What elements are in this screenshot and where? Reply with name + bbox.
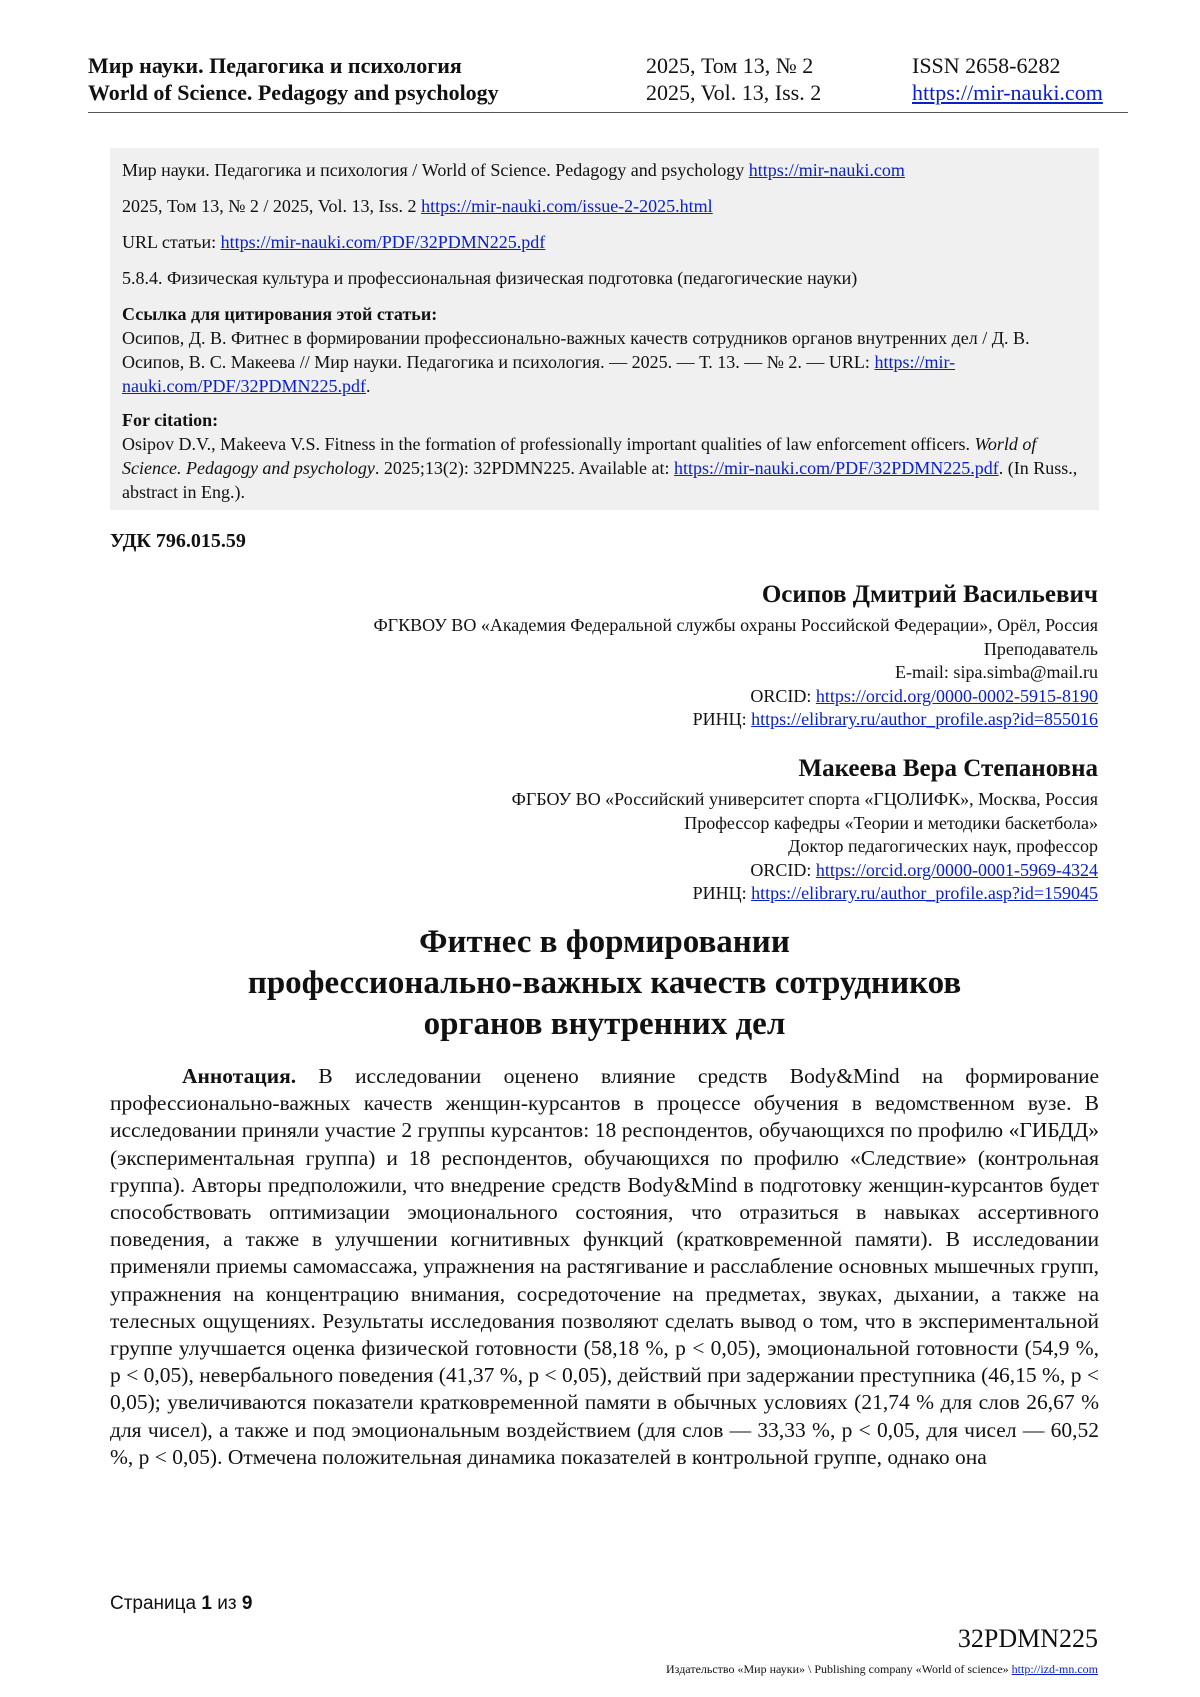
issue-en: 2025, Vol. 13, Iss. 2 xyxy=(646,80,822,105)
article-code: 32PDMN225 xyxy=(957,1624,1098,1653)
author-position: Профессор кафедры «Теории и методики баскетбола» xyxy=(684,812,1098,833)
author-degree: Доктор педагогических наук, профессор xyxy=(788,836,1098,856)
running-header xyxy=(88,52,1128,112)
citation-ru: Ссылка для цитирования этой статьи: Осипов, Д. В. Фитнес в формировании профессионально-важных качеств сотрудников органов внутренних дел / Д. В. Осипов, В. С. Макеева // Мир науки. Педагогика и психология. — 2025. — Т. 13. — № 2. — URL: https://mir-nauki.com/PDF/32PDMN225.pdf. xyxy=(122,304,1030,396)
header-divider xyxy=(88,112,1128,113)
citation-ru-heading: Ссылка для цитирования этой статьи: xyxy=(122,304,438,324)
info-issue-link[interactable]: https://mir-nauki.com/issue-2-2025.html xyxy=(421,196,713,216)
journal-site-link[interactable]: https://mir-nauki.com xyxy=(912,80,1103,105)
author-position: Преподаватель xyxy=(983,638,1098,659)
info-line-journal: Мир науки. Педагогика и психология / World of Science. Pedagogy and psychology https://mir-nauki.com xyxy=(122,160,905,180)
author-block-1 xyxy=(373,578,1098,732)
rinc-link[interactable]: https://elibrary.ru/author_profile.asp?id=159045 xyxy=(751,883,1098,903)
citation-en-journal: World of Science. Pedagogy and psychology xyxy=(122,434,1037,478)
title-line-1: Фитнес в формировании xyxy=(419,924,790,960)
issue-ru: 2025, Том 13, № 2 xyxy=(646,53,814,78)
title-line-2: профессионально-важных качеств сотрудников xyxy=(247,965,962,1001)
rinc-link[interactable]: https://elibrary.ru/author_profile.asp?id=855016 xyxy=(751,709,1098,729)
author-block-2 xyxy=(512,752,1098,906)
info-article-link[interactable]: https://mir-nauki.com/PDF/32PDMN225.pdf xyxy=(220,232,546,252)
author-name: Осипов Дмитрий Васильевич xyxy=(761,581,1098,608)
journal-title-ru: Мир науки. Педагогика и психология xyxy=(88,53,462,78)
article-info-box xyxy=(110,148,1099,510)
article-title xyxy=(110,922,1099,1045)
orcid-link[interactable]: https://orcid.org/0000-0002-5915-8190 xyxy=(815,685,1098,706)
abstract-text: В исследовании оценено влияние средств Body&Mind на формирование профессионально-важных качеств женщин-курсантов в процессе обучения в ведомственном вузе. В исследовании приняли участие 2 группы курсантов: 18 респондентов, обучающихся по профилю «ГИБДД» (экспериментальная группа) и 18 респондентов, обучающихся по профилю «Следствие» (контрольная группа). Авторы предположили, что внедрение средств Body&Mind в подготовку женщин-курсантов будет способствовать оптимизации эмоционального состояния, что отразиться в навыках ассертивного поведения, а также в улучшении когнитивных функций (кратковременной памяти). В исследовании применяли приемы самомассажа, упражнения на растягивание и расслабление основных мышечных групп, упражнения на концентрацию внимания, сосредоточение на предметах, звуках, дыхании, а также на телесных ощущениях. Результаты исследования позволяют сделать вывод о том, что в экспериментальной группе улучшается оценка физической готовности (58,18 %, p < 0,05), эмоциональной готовности (54,9 %, p < 0,05), невербального поведения (41,37 %, p < 0,05), действий при задержании преступника (46,15 %, p < 0,05); увеличиваются показатели кратковременной памяти в обычных условиях (21,74 % для слов 26,67 % для чисел), а также и под эмоциональным воздействием (для слов — 33,33 %, p < 0,05, для чисел — 60,52 %, p < 0,05). Отмечена положительная динамика показателей в контрольной группе, однако она xyxy=(110,1064,1099,1469)
info-line-specialty: 5.8.4. Физическая культура и профессиональная физическая подготовка (педагогические науки) xyxy=(122,268,858,288)
citation-en-link[interactable]: https://mir-nauki.com/PDF/32PDMN225.pdf xyxy=(674,458,999,478)
author-orcid: ORCID: https://orcid.org/0000-0002-5915-8190 xyxy=(750,685,1098,706)
issue-block xyxy=(646,52,821,106)
title-line-3: органов внутренних дел xyxy=(423,1006,786,1042)
author-email: E-mail: sipa.simba@mail.ru xyxy=(894,662,1098,682)
issn: ISSN 2658-6282 xyxy=(912,53,1061,78)
orcid-link[interactable]: https://orcid.org/0000-0001-5969-4324 xyxy=(815,859,1098,880)
author-rinc: РИНЦ: https://elibrary.ru/author_profile.asp?id=855016 xyxy=(692,709,1098,729)
info-line-issue: 2025, Том 13, № 2 / 2025, Vol. 13, Iss. 2 https://mir-nauki.com/issue-2-2025.html xyxy=(122,196,713,216)
citation-ru-link[interactable]: https://mir-nauki.com/PDF/32PDMN225.pdf xyxy=(122,352,956,396)
publisher-link[interactable]: http://izd-mn.com xyxy=(1011,1662,1098,1676)
author-org: ФГКВОУ ВО «Академия Федеральной службы охраны Российской Федерации», Орёл, Россия xyxy=(373,615,1098,635)
citation-en-text: Osipov D.V., Makeeva V.S. Fitness in the formation of professionally important qualities of law enforcement officers. xyxy=(122,434,975,454)
citation-ru-text: Осипов, Д. В. Фитнес в формировании профессионально-важных качеств сотрудников органов внутренних дел / Д. В. Осипов, В. С. Макеева // Мир науки. Педагогика и психология. — 2025. — Т. 13. — № 2. — URL: xyxy=(122,328,1030,372)
author-org: ФГБОУ ВО «Российский университет спорта «ГЦОЛИФК», Москва, Россия xyxy=(511,789,1098,809)
citation-en: For citation: Osipov D.V., Makeeva V.S. Fitness in the formation of professionally important qualities of law enforcement officers. World of Science. Pedagogy and psychology. 2025;13(2): 32PDMN225. Available at: https://mir-nauki.com/PDF/32PDMN225.pdf. (In Russ., abstract in Eng.). xyxy=(122,410,1078,502)
abstract-paragraph xyxy=(110,1063,1099,1471)
author-rinc: РИНЦ: https://elibrary.ru/author_profile.asp?id=159045 xyxy=(692,883,1098,903)
info-line-url: URL статьи: https://mir-nauki.com/PDF/32PDMN225.pdf xyxy=(122,232,546,252)
publisher-line: Издательство «Мир науки» \ Publishing company «World of science» http://izd-mn.com xyxy=(666,1662,1098,1676)
abstract xyxy=(110,1063,1099,1471)
journal-title-block xyxy=(88,52,499,106)
page-number: Страница 1 из 9 xyxy=(110,1593,253,1614)
udk-code: УДК 796.015.59 xyxy=(110,530,246,552)
author-orcid: ORCID: https://orcid.org/0000-0001-5969-4324 xyxy=(750,859,1098,880)
journal-title-en: World of Science. Pedagogy and psychology xyxy=(88,80,499,105)
citation-en-heading: For citation: xyxy=(122,410,219,430)
info-journal-link[interactable]: https://mir-nauki.com xyxy=(748,160,905,180)
abstract-lead: Аннотация. xyxy=(182,1064,297,1088)
issn-block xyxy=(912,52,1103,106)
author-name: Макеева Вера Степановна xyxy=(798,755,1098,782)
